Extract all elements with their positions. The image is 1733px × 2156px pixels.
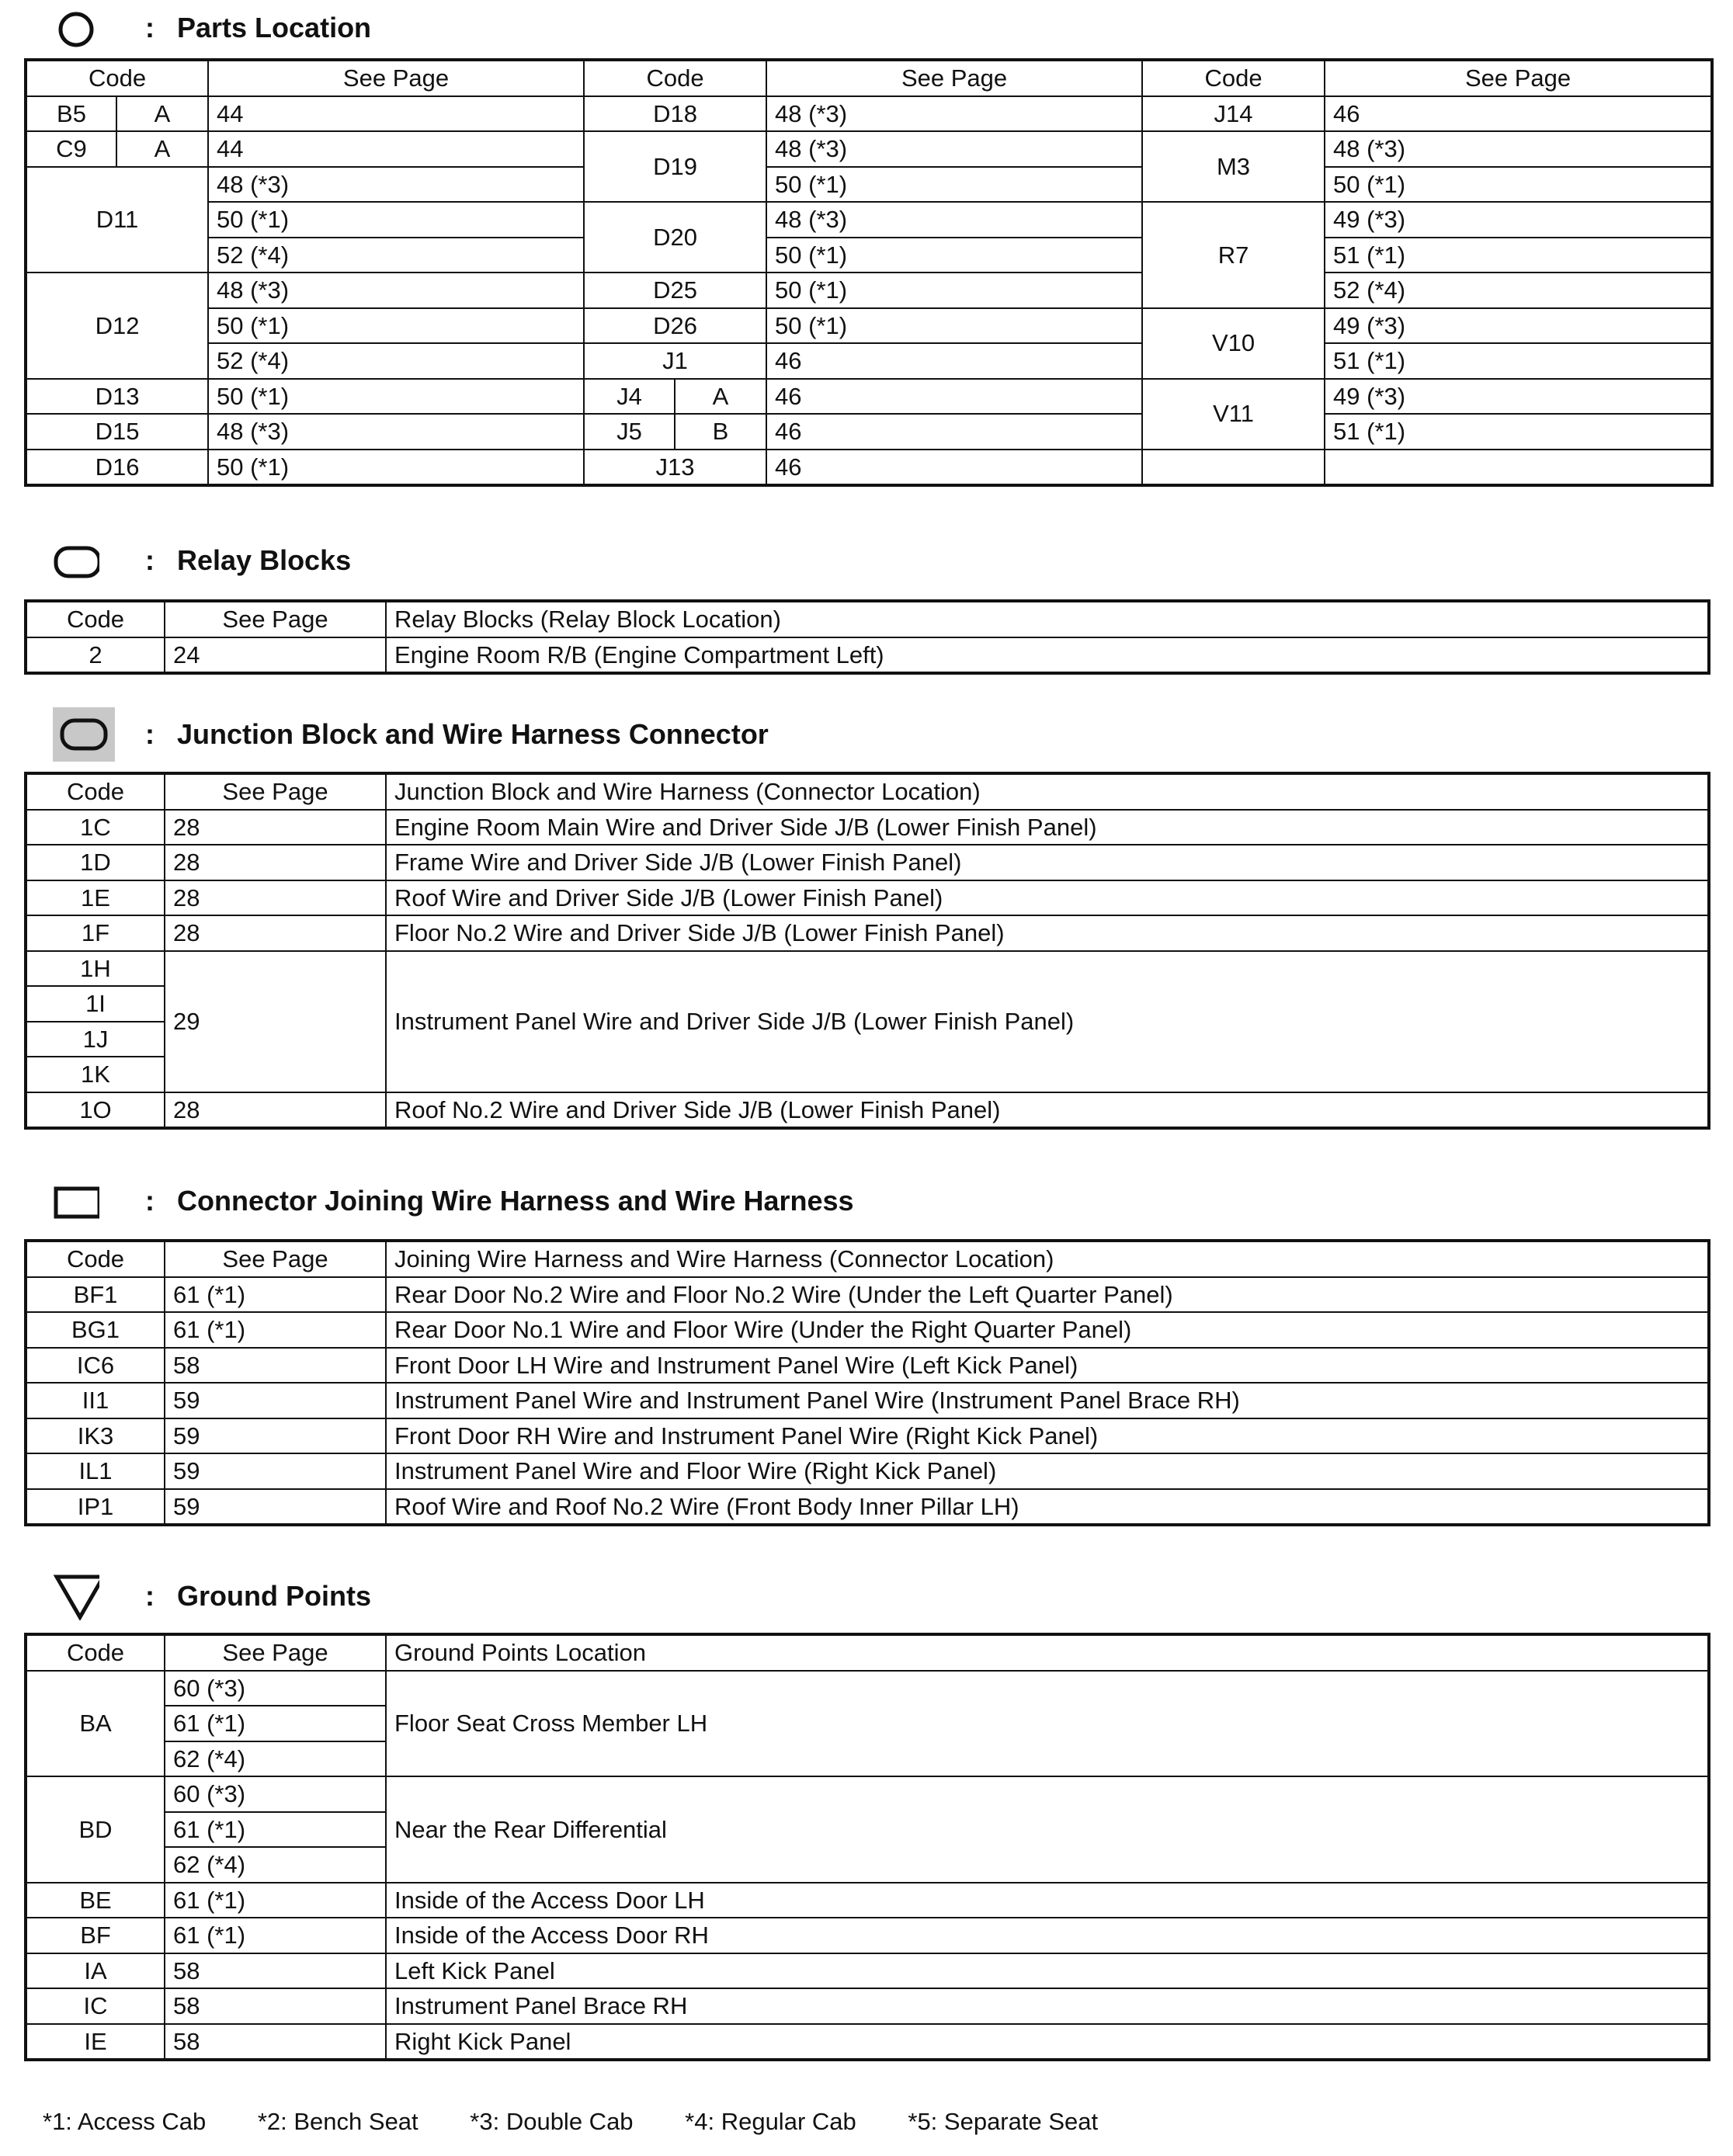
section-title: Parts Location [177,12,372,43]
header-code: Code [26,1241,165,1277]
header-see-page: See Page [766,60,1142,96]
page-cell: 58 [165,1988,386,2024]
page-cell: 48 (*3) [1325,131,1712,167]
page-cell: 46 [766,343,1142,379]
description-cell: Left Kick Panel [386,1953,1709,1989]
page-cell: 49 (*3) [1325,379,1712,415]
code-cell: 1I [26,986,165,1022]
description-cell: Instrument Panel Wire and Instrument Panel Wire (Instrument Panel Brace RH) [386,1383,1709,1418]
description-cell: Right Kick Panel [386,2024,1709,2061]
table-row [26,1348,1709,1384]
table-row [26,379,1712,415]
parts-location-table [24,58,1714,487]
page-cell: 44 [208,96,584,132]
header-see-page: See Page [1325,60,1712,96]
code-cell: D12 [26,273,208,379]
code-cell: 1K [26,1057,165,1092]
empty-cell [1142,450,1325,486]
footnote: *5: Separate Seat [908,2108,1099,2135]
table-row [26,1277,1709,1313]
table-row [26,1489,1709,1526]
code-cell: IC6 [26,1348,165,1384]
code-cell: D15 [26,414,208,450]
header-description: Ground Points Location [386,1634,1709,1671]
table-header-row [26,601,1709,637]
code-cell: 1O [26,1092,165,1129]
description-cell: Instrument Panel Wire and Floor Wire (Right Kick Panel) [386,1453,1709,1489]
colon: : [145,1580,155,1612]
table-row [26,1988,1709,2024]
page-cell: 46 [766,450,1142,486]
description-cell: Roof No.2 Wire and Driver Side J/B (Lower Finish Panel) [386,1092,1709,1129]
page-cell: 52 (*4) [1325,273,1712,308]
code-cell: IA [26,1953,165,1989]
sub-cell: A [116,131,208,167]
table-row [26,1383,1709,1418]
page-cell: 61 (*1) [165,1312,386,1348]
code-cell: BD [26,1776,165,1883]
page-cell: 52 (*4) [208,238,584,273]
code-cell: 1E [26,880,165,916]
page-cell: 49 (*3) [1325,308,1712,344]
page-cell: 28 [165,845,386,880]
code-cell: D13 [26,379,208,415]
colon: : [145,12,155,43]
table-row [26,167,1712,203]
table-row [26,1312,1709,1348]
table-row [26,845,1709,880]
page-cell: 50 (*1) [208,450,584,486]
page-cell: 58 [165,2024,386,2061]
code-cell: 1C [26,810,165,845]
code-cell: D25 [584,273,766,308]
code-cell: J4 [584,379,675,415]
section-title: Ground Points [177,1580,371,1612]
description-cell: Floor No.2 Wire and Driver Side J/B (Lower Finish Panel) [386,915,1709,951]
code-cell: V10 [1142,308,1325,379]
page-cell: 50 (*1) [766,273,1142,308]
code-cell: C9 [26,131,116,167]
description-cell: Front Door RH Wire and Instrument Panel Wire (Right Kick Panel) [386,1418,1709,1454]
code-cell: 1H [26,951,165,987]
code-cell: D11 [26,167,208,273]
description-cell: Instrument Panel Wire and Driver Side J/B (Lower Finish Panel) [386,951,1709,1092]
page-cell: 59 [165,1453,386,1489]
code-cell: IP1 [26,1489,165,1526]
code-cell: IE [26,2024,165,2061]
table-row [26,915,1709,951]
page-cell: 48 (*3) [766,131,1142,167]
code-cell: D20 [584,202,766,273]
code-cell: J5 [584,414,675,450]
footnotes [43,2108,1143,2136]
page-cell: 28 [165,810,386,845]
table-row [26,1776,1709,1812]
code-cell: R7 [1142,202,1325,308]
colon: : [145,544,155,576]
header-code: Code [26,601,165,637]
code-cell: 1F [26,915,165,951]
page-cell: 50 (*1) [766,167,1142,203]
page-cell: 60 (*3) [165,1776,386,1812]
table-row [26,1092,1709,1129]
page-cell: 28 [165,915,386,951]
table-header-row [26,60,1712,96]
description-cell: Rear Door No.2 Wire and Floor No.2 Wire (Under the Left Quarter Panel) [386,1277,1709,1313]
connector-joining-table [24,1239,1710,1526]
page-cell: 48 (*3) [208,273,584,308]
page-cell: 51 (*1) [1325,343,1712,379]
table-row [26,1918,1709,1953]
code-cell: BG1 [26,1312,165,1348]
header-code: Code [584,60,766,96]
code-cell: II1 [26,1383,165,1418]
sub-cell: A [675,379,766,415]
table-row [26,2024,1709,2061]
header-description: Junction Block and Wire Harness (Connector Location) [386,773,1709,810]
header-see-page: See Page [165,601,386,637]
description-cell: Rear Door No.1 Wire and Floor Wire (Under the Right Quarter Panel) [386,1312,1709,1348]
header-see-page: See Page [165,1634,386,1671]
header-description: Joining Wire Harness and Wire Harness (Connector Location) [386,1241,1709,1277]
header-description: Relay Blocks (Relay Block Location) [386,601,1709,637]
page-cell: 28 [165,880,386,916]
table-row [26,1418,1709,1454]
page-cell: 48 (*3) [766,96,1142,132]
footnote: *2: Bench Seat [257,2108,418,2135]
description-cell: Instrument Panel Brace RH [386,1988,1709,2024]
rounded-rect-icon [53,539,99,585]
parts-location-heading [0,2,1733,57]
table-header-row [26,1634,1709,1671]
page-cell: 50 (*1) [1325,167,1712,203]
code-cell: B5 [26,96,116,132]
sub-cell: B [675,414,766,450]
page-cell: 50 (*1) [208,379,584,415]
page-cell: 61 (*1) [165,1918,386,1953]
table-row [26,637,1709,674]
code-cell: BF1 [26,1277,165,1313]
table-row [26,1883,1709,1918]
empty-cell [1325,450,1712,486]
code-cell: V11 [1142,379,1325,450]
code-cell: J13 [584,450,766,486]
header-code: Code [26,60,208,96]
table-header-row [26,1241,1709,1277]
table-row [26,238,1712,273]
code-cell: D19 [584,131,766,202]
page-cell: 50 (*1) [208,308,584,344]
page-cell: 61 (*1) [165,1812,386,1848]
description-cell: Inside of the Access Door RH [386,1918,1709,1953]
relay-blocks-table [24,599,1710,675]
junction-block-heading [0,707,1733,762]
description-cell: Engine Room R/B (Engine Compartment Left) [386,637,1709,674]
page-cell: 46 [766,379,1142,415]
description-cell: Floor Seat Cross Member LH [386,1671,1709,1777]
page-cell: 59 [165,1383,386,1418]
page-cell: 44 [208,131,584,167]
table-row [26,1453,1709,1489]
table-row [26,308,1712,344]
header-see-page: See Page [208,60,584,96]
table-row [26,450,1712,486]
footnote: *1: Access Cab [43,2108,207,2135]
page-cell: 50 (*1) [208,202,584,238]
circle-icon [53,6,99,53]
header-code: Code [1142,60,1325,96]
table-row [26,202,1712,238]
description-cell: Front Door LH Wire and Instrument Panel Wire (Left Kick Panel) [386,1348,1709,1384]
description-cell: Near the Rear Differential [386,1776,1709,1883]
table-row [26,951,1709,987]
section-title: Connector Joining Wire Harness and Wire Harness [177,1185,854,1217]
ground-points-heading [0,1571,1733,1625]
page-cell: 50 (*1) [766,238,1142,273]
table-row [26,810,1709,845]
code-cell: BA [26,1671,165,1777]
ground-points-table [24,1633,1710,2061]
page-cell: 59 [165,1418,386,1454]
header-see-page: See Page [165,773,386,810]
table-row [26,131,1712,167]
page-cell: 62 (*4) [165,1741,386,1777]
header-see-page: See Page [165,1241,386,1277]
table-row [26,343,1712,379]
code-cell: D26 [584,308,766,344]
table-row [26,1953,1709,1989]
page-cell: 50 (*1) [766,308,1142,344]
description-cell: Frame Wire and Driver Side J/B (Lower Finish Panel) [386,845,1709,880]
relay-blocks-heading [0,535,1733,589]
table-row [26,880,1709,916]
page-cell: 46 [1325,96,1712,132]
table-row [26,1671,1709,1706]
code-cell: 1J [26,1022,165,1057]
footnote: *4: Regular Cab [685,2108,856,2135]
section-title: Relay Blocks [177,544,352,576]
code-cell: BE [26,1883,165,1918]
page-cell: 49 (*3) [1325,202,1712,238]
page-cell: 48 (*3) [208,414,584,450]
description-cell: Roof Wire and Roof No.2 Wire (Front Body Inner Pillar LH) [386,1489,1709,1526]
code-cell: IC [26,1988,165,2024]
table-row [26,96,1712,132]
table-row [26,273,1712,308]
page-cell: 52 (*4) [208,343,584,379]
code-cell: D18 [584,96,766,132]
footnote: *3: Double Cab [470,2108,634,2135]
page-cell: 61 (*1) [165,1706,386,1741]
shaded-rounded-rect-icon [53,707,115,762]
rectangle-icon [53,1179,99,1226]
code-cell: 1D [26,845,165,880]
header-code: Code [26,773,165,810]
connector-joining-heading [0,1175,1733,1230]
page-cell: 59 [165,1489,386,1526]
page-cell: 24 [165,637,386,674]
description-cell: Roof Wire and Driver Side J/B (Lower Finish Panel) [386,880,1709,916]
sub-cell: A [116,96,208,132]
colon: : [145,718,155,750]
page-cell: 48 (*3) [208,167,584,203]
page-cell: 60 (*3) [165,1671,386,1706]
code-cell: J1 [584,343,766,379]
code-cell: D16 [26,450,208,486]
page-cell: 28 [165,1092,386,1129]
page-cell: 58 [165,1953,386,1989]
page-cell: 51 (*1) [1325,238,1712,273]
code-cell: J14 [1142,96,1325,132]
page-cell: 48 (*3) [766,202,1142,238]
down-triangle-icon [53,1573,99,1620]
code-cell: IK3 [26,1418,165,1454]
page-cell: 29 [165,951,386,1092]
description-cell: Engine Room Main Wire and Driver Side J/B (Lower Finish Panel) [386,810,1709,845]
section-title: Junction Block and Wire Harness Connector [177,718,769,750]
code-cell: 2 [26,637,165,674]
table-header-row [26,773,1709,810]
page-cell: 51 (*1) [1325,414,1712,450]
description-cell: Inside of the Access Door LH [386,1883,1709,1918]
table-row [26,414,1712,450]
colon: : [145,1185,155,1217]
header-code: Code [26,1634,165,1671]
junction-block-table [24,772,1710,1130]
code-cell: IL1 [26,1453,165,1489]
page-cell: 62 (*4) [165,1847,386,1883]
code-cell: M3 [1142,131,1325,202]
page-cell: 46 [766,414,1142,450]
page-cell: 61 (*1) [165,1883,386,1918]
page-cell: 61 (*1) [165,1277,386,1313]
code-cell: BF [26,1918,165,1953]
page-cell: 58 [165,1348,386,1384]
